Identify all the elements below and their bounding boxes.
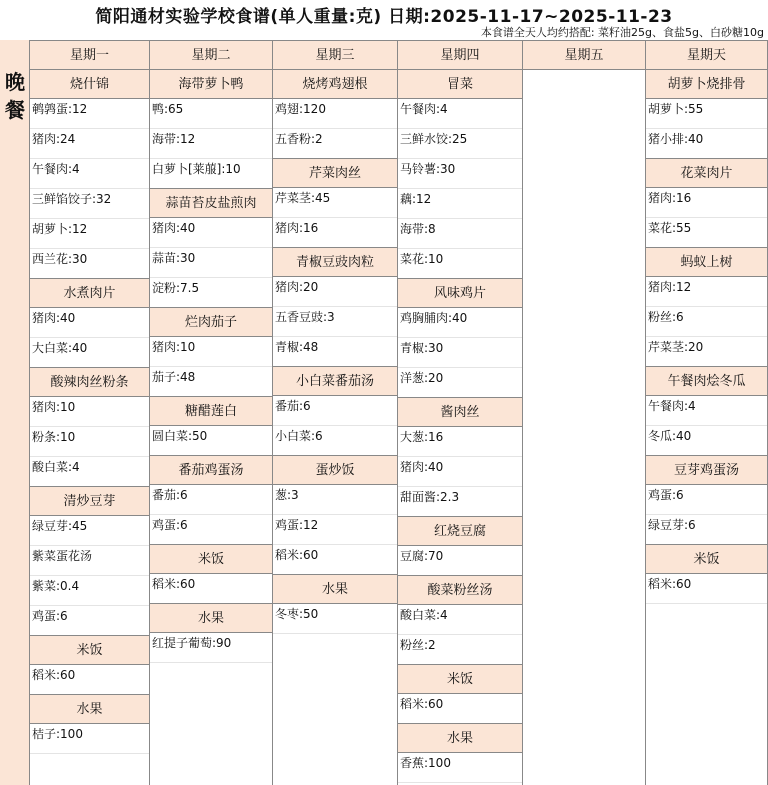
ingredient: 午餐肉:4 <box>646 396 767 426</box>
ingredient: 五香粉:2 <box>273 129 397 159</box>
ingredient: 紫菜蛋花汤 <box>30 546 149 576</box>
dish-name: 小白菜番茄汤 <box>273 366 397 396</box>
ingredient: 猪肉:40 <box>398 457 522 487</box>
day-column <box>30 40 150 785</box>
ingredient: 海带:8 <box>398 219 522 249</box>
ingredient: 稻米:60 <box>273 545 397 575</box>
ingredient: 茄子:48 <box>150 367 272 397</box>
dish-name: 米饭 <box>150 544 272 574</box>
ingredient: 海带:12 <box>150 129 272 159</box>
page-title: 简阳通材实验学校食谱(单人重量:克) 日期:2025-11-17~2025-11-23 <box>95 7 673 27</box>
ingredient: 猪肉:10 <box>30 397 149 427</box>
ingredient: 稻米:60 <box>398 694 522 724</box>
ingredient: 猪肉:10 <box>150 337 272 367</box>
menu-table <box>0 40 768 785</box>
ingredient: 鸡翅:120 <box>273 99 397 129</box>
ingredient: 猪肉:40 <box>150 218 272 248</box>
ingredient: 菜花:10 <box>398 249 522 279</box>
ingredient: 冬枣:50 <box>273 604 397 634</box>
dish-name: 水煮肉片 <box>30 278 149 308</box>
ingredient: 鸭:65 <box>150 99 272 129</box>
ingredient: 淀粉:7.5 <box>150 278 272 308</box>
dish-name: 酸辣肉丝粉条 <box>30 367 149 397</box>
ingredient: 猪肉:40 <box>30 308 149 338</box>
ingredient: 蒜苗:30 <box>150 248 272 278</box>
oil-salt-sugar-note: 本食谱全天人均约搭配: 菜籽油25g、食盐5g、白砂糖10g <box>480 26 764 39</box>
ingredient: 番茄:6 <box>150 485 272 515</box>
ingredient: 洋葱:20 <box>398 368 522 398</box>
ingredient: 猪小排:40 <box>646 129 767 159</box>
dish-name: 烂肉茄子 <box>150 307 272 337</box>
day-column <box>646 40 768 785</box>
ingredient: 酸白菜:4 <box>30 457 149 487</box>
ingredient: 鸡蛋:6 <box>30 606 149 636</box>
ingredient: 胡萝卜:12 <box>30 219 149 249</box>
ingredient: 番茄:6 <box>273 396 397 426</box>
dish-name: 风味鸡片 <box>398 278 522 308</box>
ingredient: 绿豆芽:6 <box>646 515 767 545</box>
day-header: 星期天 <box>646 40 767 70</box>
ingredient: 酸白菜:4 <box>398 605 522 635</box>
ingredient: 五香豆豉:3 <box>273 307 397 337</box>
ingredient: 豆腐:70 <box>398 546 522 576</box>
dish-name: 花菜肉片 <box>646 158 767 188</box>
ingredient: 香蕉:100 <box>398 753 522 783</box>
ingredient: 白萝卜[莱菔]:10 <box>150 159 272 189</box>
dish-name: 烧什锦 <box>30 69 149 99</box>
ingredient: 猪肉:24 <box>30 129 149 159</box>
day-column <box>523 40 646 785</box>
day-header: 星期四 <box>398 40 522 70</box>
ingredient: 鸡蛋:6 <box>646 485 767 515</box>
dish-name: 豆芽鸡蛋汤 <box>646 455 767 485</box>
dish-name: 冒菜 <box>398 69 522 99</box>
ingredient: 胡萝卜:55 <box>646 99 767 129</box>
ingredient: 午餐肉:4 <box>398 99 522 129</box>
dish-name: 米饭 <box>646 544 767 574</box>
dish-name: 蚂蚁上树 <box>646 247 767 277</box>
ingredient: 青椒:48 <box>273 337 397 367</box>
ingredient: 大白菜:40 <box>30 338 149 368</box>
dish-name: 午餐肉烩冬瓜 <box>646 366 767 396</box>
day-header: 星期二 <box>150 40 272 70</box>
ingredient: 小白菜:6 <box>273 426 397 456</box>
ingredient: 鸡蛋:6 <box>150 515 272 545</box>
dish-name: 蛋炒饭 <box>273 455 397 485</box>
ingredient: 西兰花:30 <box>30 249 149 279</box>
ingredient: 鸡蛋:12 <box>273 515 397 545</box>
day-header: 星期三 <box>273 40 397 70</box>
ingredient: 三鲜水饺:25 <box>398 129 522 159</box>
ingredient: 粉丝:6 <box>646 307 767 337</box>
ingredient: 三鲜馅饺子:32 <box>30 189 149 219</box>
dish-name: 糖醋莲白 <box>150 396 272 426</box>
ingredient: 马铃薯:30 <box>398 159 522 189</box>
dish-name: 水果 <box>398 723 522 753</box>
ingredient: 午餐肉:4 <box>30 159 149 189</box>
ingredient: 藕:12 <box>398 189 522 219</box>
ingredient: 大葱:16 <box>398 427 522 457</box>
ingredient: 稻米:60 <box>150 574 272 604</box>
ingredient: 桔子:100 <box>30 724 149 754</box>
ingredient: 芹菜茎:45 <box>273 188 397 218</box>
dish-name: 水果 <box>150 603 272 633</box>
ingredient: 猪肉:16 <box>273 218 397 248</box>
ingredient: 猪肉:12 <box>646 277 767 307</box>
dish-name: 米饭 <box>30 635 149 665</box>
ingredient: 鸡胸脯肉:40 <box>398 308 522 338</box>
ingredient: 鹌鹑蛋:12 <box>30 99 149 129</box>
ingredient: 青椒:30 <box>398 338 522 368</box>
dish-name: 酱肉丝 <box>398 397 522 427</box>
ingredient: 红提子葡萄:90 <box>150 633 272 663</box>
dish-name: 青椒豆豉肉粒 <box>273 247 397 277</box>
dish-name: 胡萝卜烧排骨 <box>646 69 767 99</box>
day-header: 星期五 <box>523 40 645 70</box>
ingredient: 圆白菜:50 <box>150 426 272 456</box>
dish-name: 酸菜粉丝汤 <box>398 575 522 605</box>
ingredient: 菜花:55 <box>646 218 767 248</box>
dish-name: 清炒豆芽 <box>30 486 149 516</box>
ingredient: 粉条:10 <box>30 427 149 457</box>
dish-name: 水果 <box>30 694 149 724</box>
ingredient: 猪肉:16 <box>646 188 767 218</box>
ingredient: 猪肉:20 <box>273 277 397 307</box>
day-column <box>398 40 523 785</box>
ingredient: 甜面酱:2.3 <box>398 487 522 517</box>
dish-name: 番茄鸡蛋汤 <box>150 455 272 485</box>
day-column <box>150 40 273 785</box>
ingredient: 紫菜:0.4 <box>30 576 149 606</box>
ingredient: 稻米:60 <box>30 665 149 695</box>
dish-name: 芹菜肉丝 <box>273 158 397 188</box>
ingredient: 绿豆芽:45 <box>30 516 149 546</box>
ingredient: 芹菜茎:20 <box>646 337 767 367</box>
dish-name: 蒜苗苔皮盐煎肉 <box>150 188 272 218</box>
dish-name: 红烧豆腐 <box>398 516 522 546</box>
ingredient: 稻米:60 <box>646 574 767 604</box>
dish-name: 烧烤鸡翅根 <box>273 69 397 99</box>
dish-name: 水果 <box>273 574 397 604</box>
day-header: 星期一 <box>30 40 149 70</box>
dish-name: 米饭 <box>398 664 522 694</box>
ingredient: 葱:3 <box>273 485 397 515</box>
day-column <box>273 40 398 785</box>
ingredient: 冬瓜:40 <box>646 426 767 456</box>
ingredient: 粉丝:2 <box>398 635 522 665</box>
meal-column <box>0 40 30 785</box>
meal-label: 晚 餐 <box>5 70 25 122</box>
dish-name: 海带萝卜鸭 <box>150 69 272 99</box>
